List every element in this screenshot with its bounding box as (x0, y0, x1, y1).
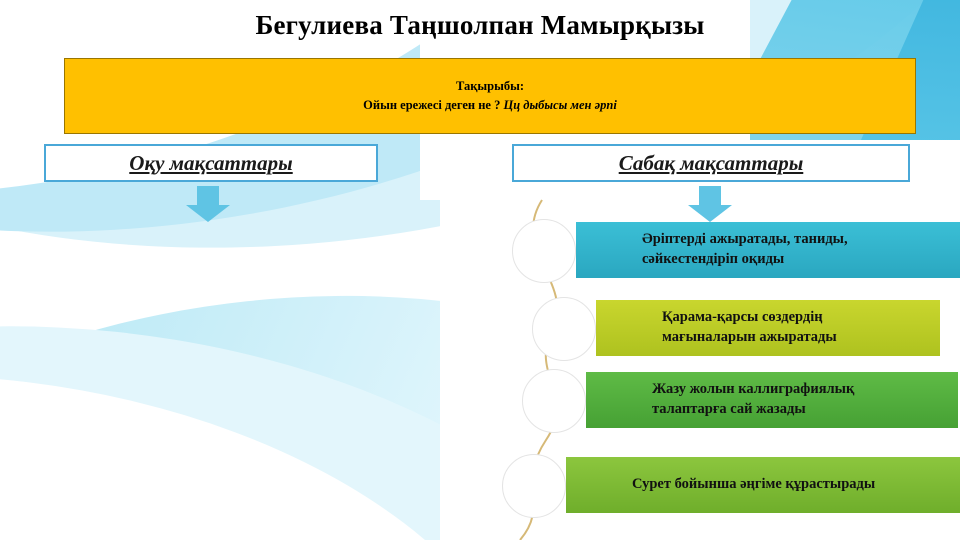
heading-right-label: Сабақ мақсаттары (618, 150, 804, 175)
goal-row (576, 222, 960, 278)
page-title: Бегулиева Таңшолпан Мамырқызы (255, 10, 705, 40)
bullet-circle (522, 369, 586, 433)
bullet-circle (502, 454, 566, 518)
goal-line: мағыналарын ажыратады (662, 329, 837, 345)
arrow-down-icon-right (688, 186, 732, 222)
goal-line: сәйкестендіріп оқиды (642, 251, 785, 267)
topic-text-plain: Ойын ережесі деген не ? (363, 98, 504, 112)
goal-row (596, 300, 940, 356)
heading-learning-objectives (44, 144, 378, 182)
goal-line: талаптарға сай жазады (652, 401, 806, 417)
goal-line: Жазу жолын каллиграфиялық (652, 381, 855, 398)
goal-row (566, 457, 960, 513)
goal-row (586, 372, 958, 428)
topic-text (363, 96, 617, 115)
arrow-down-icon-left (186, 186, 230, 222)
topic-label: Тақырыбы: (455, 79, 525, 94)
goal-line: Сурет бойынша әңгіме құрастырады (632, 476, 876, 493)
topic-box (64, 58, 916, 134)
topic-text-italic: Цц дыбысы мен әрпі (503, 98, 617, 112)
heading-lesson-objectives (512, 144, 910, 182)
goal-line: Қарама-қарсы сөздердің (662, 309, 823, 326)
bullet-circle (532, 297, 596, 361)
bullet-circle (512, 219, 576, 283)
heading-left-label: Оқу мақсаттары (129, 150, 293, 175)
goal-line: Әріптерді ажыратады, таниды, (642, 231, 848, 248)
